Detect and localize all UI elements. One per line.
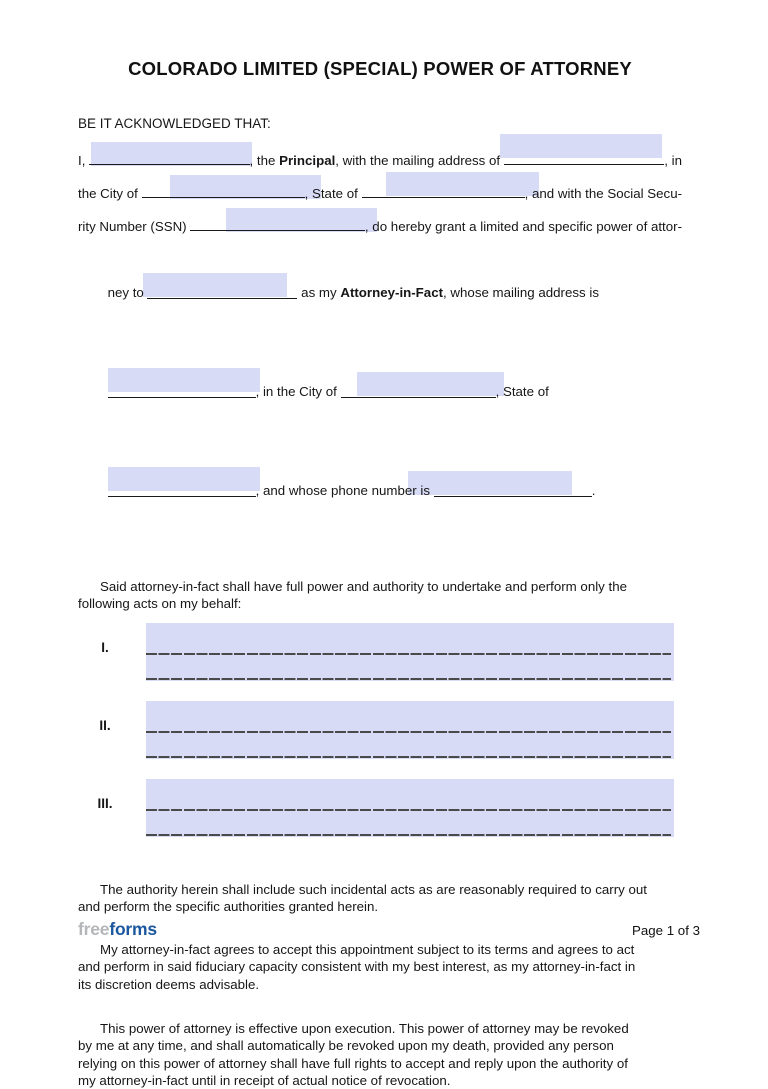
principal-city-field[interactable] bbox=[142, 184, 305, 198]
act-write-line bbox=[146, 756, 671, 758]
text-segment: , in the City of bbox=[255, 384, 341, 399]
field-highlight bbox=[357, 372, 504, 396]
act-write-line bbox=[146, 678, 671, 680]
logo-free-text: free bbox=[78, 919, 110, 939]
paragraph-line: and perform in said fiduciary capacity consistent with my best interest, as my attorney-in-fact in bbox=[78, 959, 636, 975]
text-segment: , State of bbox=[304, 186, 362, 201]
paragraph-line: its discretion deems advisable. bbox=[78, 976, 260, 992]
acknowledgment-line: BE IT ACKNOWLEDGED THAT: bbox=[78, 116, 271, 131]
text-segment: , do hereby grant a limited and specific power of attor- bbox=[364, 219, 682, 234]
text-segment: , and with the Social Secu- bbox=[524, 186, 683, 201]
field-highlight bbox=[108, 467, 260, 491]
paragraph-line: This power of attorney is effective upon execution. This power of attorney may be revoked bbox=[100, 1021, 629, 1037]
text-segment: as my bbox=[297, 285, 341, 300]
text-segment: , whose mailing address is bbox=[443, 285, 599, 300]
text-segment: , the bbox=[249, 153, 280, 168]
text-segment: , State of bbox=[495, 384, 549, 399]
paragraph-fiduciary-agreement bbox=[78, 941, 682, 993]
text-segment: , and whose phone number is bbox=[255, 483, 434, 498]
principal-ssn-field[interactable] bbox=[190, 217, 365, 231]
field-highlight bbox=[500, 134, 662, 158]
page-number: Page 1 of 3 bbox=[631, 923, 700, 938]
act-2-field[interactable] bbox=[146, 701, 674, 759]
field-highlight bbox=[226, 208, 377, 232]
text-segment: , with the mailing address of bbox=[335, 153, 504, 168]
act-1-field[interactable] bbox=[146, 623, 674, 681]
text-segment: the City of bbox=[78, 186, 142, 201]
act-row-2 bbox=[78, 701, 682, 759]
paragraph-said-authority bbox=[78, 578, 682, 613]
paragraph-line: relying on this power of attorney shall have full rights to accept and reply upon the authority of bbox=[78, 1055, 628, 1071]
paragraph-line: by me at any time, and shall automatically be revoked upon my death, provided any person bbox=[78, 1038, 614, 1054]
attorney-mailing-address-field[interactable] bbox=[108, 384, 256, 398]
principal-name-field[interactable] bbox=[89, 151, 249, 165]
paragraph-line: my attorney-in-fact until in receipt of actual notice of revocation. bbox=[78, 1072, 451, 1088]
act-3-numeral: III. bbox=[97, 795, 113, 811]
attorney-name-field[interactable] bbox=[147, 285, 297, 299]
act-write-line bbox=[146, 834, 671, 836]
paragraph-line: The authority herein shall include such incidental acts as are reasonably required to carry out bbox=[100, 881, 647, 897]
field-highlight bbox=[143, 273, 287, 297]
text-segment: ney to bbox=[107, 285, 148, 300]
paragraph-incidental-authority bbox=[78, 881, 682, 916]
freeforms-logo bbox=[78, 919, 157, 940]
field-highlight bbox=[170, 175, 321, 199]
act-2-numeral: II. bbox=[99, 717, 111, 733]
act-row-3 bbox=[78, 779, 682, 837]
act-row-1 bbox=[78, 623, 682, 681]
text-segment: , in bbox=[664, 153, 683, 168]
opening-line-5 bbox=[78, 342, 682, 441]
attorney-phone-field[interactable] bbox=[434, 483, 592, 497]
field-highlight bbox=[91, 142, 251, 166]
attorney-state-field[interactable] bbox=[108, 483, 256, 497]
act-write-line bbox=[146, 809, 671, 811]
paragraph-line: Said attorney-in-fact shall have full power and authority to undertake and perform only the bbox=[100, 579, 628, 594]
principal-label: Principal bbox=[279, 153, 336, 168]
principal-state-field[interactable] bbox=[362, 184, 525, 198]
act-1-numeral: I. bbox=[101, 639, 109, 655]
opening-line-4 bbox=[78, 243, 682, 342]
text-segment: . bbox=[591, 483, 596, 498]
attorney-in-fact-label: Attorney-in-Fact bbox=[340, 285, 444, 300]
act-write-line bbox=[146, 731, 671, 733]
logo-forms-text: forms bbox=[109, 919, 157, 939]
text-segment: rity Number (SSN) bbox=[78, 219, 191, 234]
text-segment: I, bbox=[78, 153, 90, 168]
page-footer bbox=[78, 919, 700, 940]
opening-line-6 bbox=[78, 441, 682, 540]
enumerated-acts-section bbox=[78, 623, 682, 837]
paragraph-line: and perform the specific authorities granted herein. bbox=[78, 898, 379, 914]
opening-line-1 bbox=[78, 144, 682, 177]
paragraph-line: following acts on my behalf: bbox=[78, 596, 242, 612]
attorney-city-field[interactable] bbox=[341, 384, 496, 398]
opening-line-2 bbox=[78, 177, 682, 210]
act-write-line bbox=[146, 653, 671, 655]
field-highlight bbox=[108, 368, 260, 392]
opening-paragraph bbox=[78, 144, 682, 540]
page-title: COLORADO LIMITED (SPECIAL) POWER OF ATTORNEY bbox=[128, 58, 632, 79]
principal-mailing-address-field[interactable] bbox=[504, 151, 664, 165]
opening-line-3 bbox=[78, 210, 682, 243]
act-3-field[interactable] bbox=[146, 779, 674, 837]
paragraph-effective-revocation bbox=[78, 1020, 682, 1089]
paragraph-line: My attorney-in-fact agrees to accept this appointment subject to its terms and agrees to act bbox=[100, 942, 635, 958]
